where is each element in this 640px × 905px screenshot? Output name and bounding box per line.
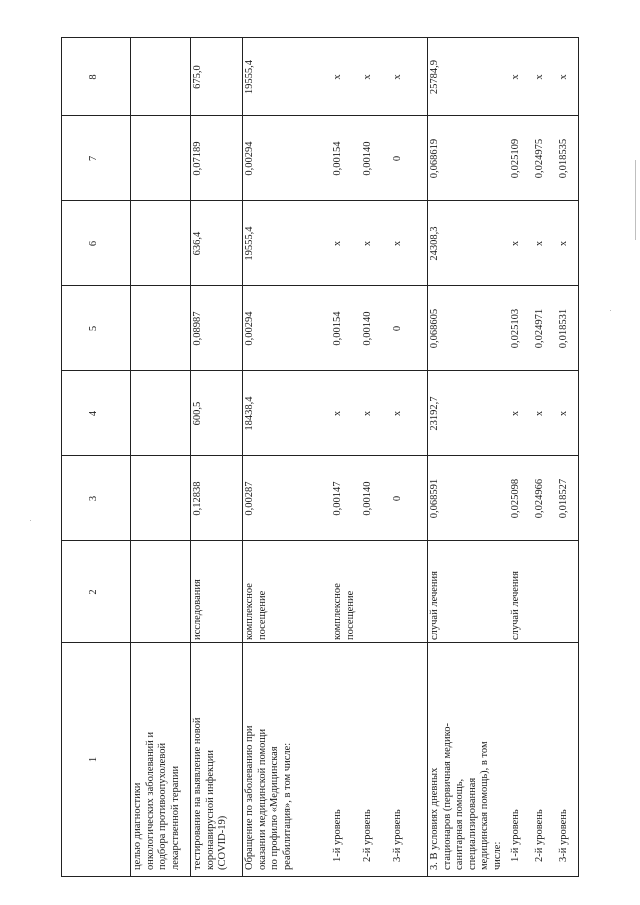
grid-line bbox=[62, 115, 578, 116]
row-rehab-c6: 19555,4 bbox=[244, 226, 255, 261]
scan-speck bbox=[30, 520, 31, 521]
row-rehab-level-3-c6: x bbox=[392, 240, 403, 247]
grid-line bbox=[62, 455, 578, 456]
row-rehab-level-1-c4: x bbox=[332, 410, 343, 417]
row-rehab-level-1-c8: x bbox=[332, 74, 343, 80]
row-covid-c4: 600,5 bbox=[192, 401, 203, 426]
grid-line bbox=[62, 285, 578, 286]
row-day-hospital-unit: случай лечения bbox=[429, 571, 440, 640]
table-header-row bbox=[62, 38, 131, 876]
row-rehab-level-2-c3: 0,00140 bbox=[362, 481, 373, 516]
row-day-hospital-c8: 25784,9 bbox=[429, 59, 440, 95]
row-rehab-level-1-c3: 0,00147 bbox=[332, 481, 343, 516]
row-rehab-c5: 0,00294 bbox=[244, 311, 255, 346]
row-rehab-level-1-c7: 0,00154 bbox=[332, 141, 343, 176]
header-col-1: 1 bbox=[88, 756, 99, 763]
row-day-hospital-c7: 0,068619 bbox=[429, 138, 440, 179]
row-covid-c5: 0,08987 bbox=[192, 311, 203, 346]
row-day-hospital-level-3-c5: 0,018531 bbox=[558, 308, 569, 349]
row-day-hospital-c5: 0,068605 bbox=[429, 308, 440, 349]
row-rehab-level-3-c7: 0 bbox=[392, 155, 403, 162]
row-day-hospital-label: 3. В условиях дневных стационаров (первичная медико- санитарная помощь, специализированная медицинская помощь), в том числе: bbox=[429, 723, 503, 870]
row-covid-c8: 675,0 bbox=[192, 65, 203, 89]
header-col-4: 4 bbox=[88, 410, 99, 417]
row-rehab-level-3-c3: 0 bbox=[392, 495, 403, 502]
row-day-hospital-sub-unit: случай лечения bbox=[510, 571, 521, 640]
header-col-6: 6 bbox=[88, 240, 99, 247]
grid-line bbox=[62, 642, 578, 643]
rotated-page bbox=[60, 22, 580, 892]
row-day-hospital-level-3-c3: 0,018527 bbox=[558, 478, 569, 519]
grid-line bbox=[62, 370, 578, 371]
row-day-hospital-level-2-c4: x bbox=[534, 410, 545, 417]
row-rehab-c3: 0,00287 bbox=[244, 481, 255, 516]
grid-line bbox=[242, 38, 243, 876]
row-day-hospital-level-3: 3-й уровень bbox=[558, 809, 569, 862]
row-covid-c6: 636,4 bbox=[192, 231, 203, 256]
row-day-hospital-c6: 24308,3 bbox=[429, 226, 440, 261]
row-rehab-unit: комплексное посещение bbox=[244, 583, 268, 640]
row-rehab-level-1-c5: 0,00154 bbox=[332, 311, 343, 346]
row-rehab-level-1: 1-й уровень bbox=[332, 809, 343, 862]
row-rehab-level-2-c4: x bbox=[362, 410, 373, 417]
grid-line bbox=[190, 38, 191, 876]
scan-edge-mark bbox=[635, 160, 636, 240]
row-rehab-label: Обращение по заболеванию при оказании медицинской помощи по профилю «Медицинская реабилитация», в том числе: bbox=[244, 725, 293, 870]
row-day-hospital-level-2-c7: 0,024975 bbox=[534, 138, 545, 179]
row-covid-c7: 0,07189 bbox=[192, 141, 203, 176]
row-day-hospital-level-1-c5: 0,025103 bbox=[510, 308, 521, 349]
row-rehab-level-3-c8: x bbox=[392, 74, 403, 80]
header-col-8: 8 bbox=[88, 74, 99, 80]
row-day-hospital-level-1-c4: x bbox=[510, 410, 521, 417]
row-rehab-level-2-c8: x bbox=[362, 74, 373, 80]
row-covid-label: тестирование на выявление новой коронавирусной инфекции (COVID-19) bbox=[192, 717, 228, 870]
row-day-hospital-level-1-c7: 0,025109 bbox=[510, 138, 521, 179]
row-continuation-label: целью диагностики онкологических заболеваний и подбора противоопухолевой лекарственной терапии bbox=[132, 731, 181, 870]
row-rehab-sub-unit: комплексное посещение bbox=[332, 583, 356, 640]
row-day-hospital-level-2-c3: 0,024966 bbox=[534, 478, 545, 519]
row-day-hospital-c4: 23192,7 bbox=[429, 396, 440, 431]
row-day-hospital-level-2-c8: x bbox=[534, 74, 545, 80]
grid-line bbox=[427, 38, 428, 876]
row-rehab-c8: 19555,4 bbox=[244, 59, 255, 95]
header-col-3: 3 bbox=[88, 495, 99, 502]
row-day-hospital-level-1-c3: 0,025098 bbox=[510, 478, 521, 519]
row-day-hospital-level-1: 1-й уровень bbox=[510, 809, 521, 862]
header-col-2: 2 bbox=[88, 589, 99, 595]
row-rehab-level-1-c6: x bbox=[332, 240, 343, 247]
row-day-hospital-c3: 0,068591 bbox=[429, 478, 440, 519]
row-day-hospital-level-1-c6: x bbox=[510, 240, 521, 247]
row-rehab-level-3-c4: x bbox=[392, 410, 403, 417]
row-rehab-level-3: 3-й уровень bbox=[392, 809, 403, 862]
tariff-table bbox=[61, 37, 579, 877]
row-day-hospital-level-3-c6: x bbox=[558, 240, 569, 247]
grid-line bbox=[62, 540, 578, 541]
row-rehab-c4: 18438,4 bbox=[244, 396, 255, 431]
grid-line bbox=[62, 200, 578, 201]
header-col-7: 7 bbox=[88, 155, 99, 162]
row-covid-c3: 0,12838 bbox=[192, 481, 203, 516]
row-rehab-level-2-c6: x bbox=[362, 240, 373, 247]
row-day-hospital-level-3-c8: x bbox=[558, 74, 569, 80]
scan-speck bbox=[610, 310, 611, 311]
row-day-hospital-level-3-c7: 0,018535 bbox=[558, 138, 569, 179]
row-day-hospital-level-1-c8: x bbox=[510, 74, 521, 80]
row-rehab-c7: 0,00294 bbox=[244, 141, 255, 176]
row-covid-unit: исследования bbox=[192, 579, 203, 640]
row-rehab-level-3-c5: 0 bbox=[392, 325, 403, 332]
row-day-hospital-level-2-c5: 0,024971 bbox=[534, 308, 545, 349]
row-rehab-level-2: 2-й уровень bbox=[362, 809, 373, 862]
row-day-hospital-level-2: 2-й уровень bbox=[534, 809, 545, 862]
header-col-5: 5 bbox=[88, 325, 99, 332]
row-day-hospital-level-3-c4: x bbox=[558, 410, 569, 417]
row-rehab-level-2-c7: 0,00140 bbox=[362, 141, 373, 176]
row-day-hospital-level-2-c6: x bbox=[534, 240, 545, 247]
row-rehab-level-2-c5: 0,00140 bbox=[362, 311, 373, 346]
